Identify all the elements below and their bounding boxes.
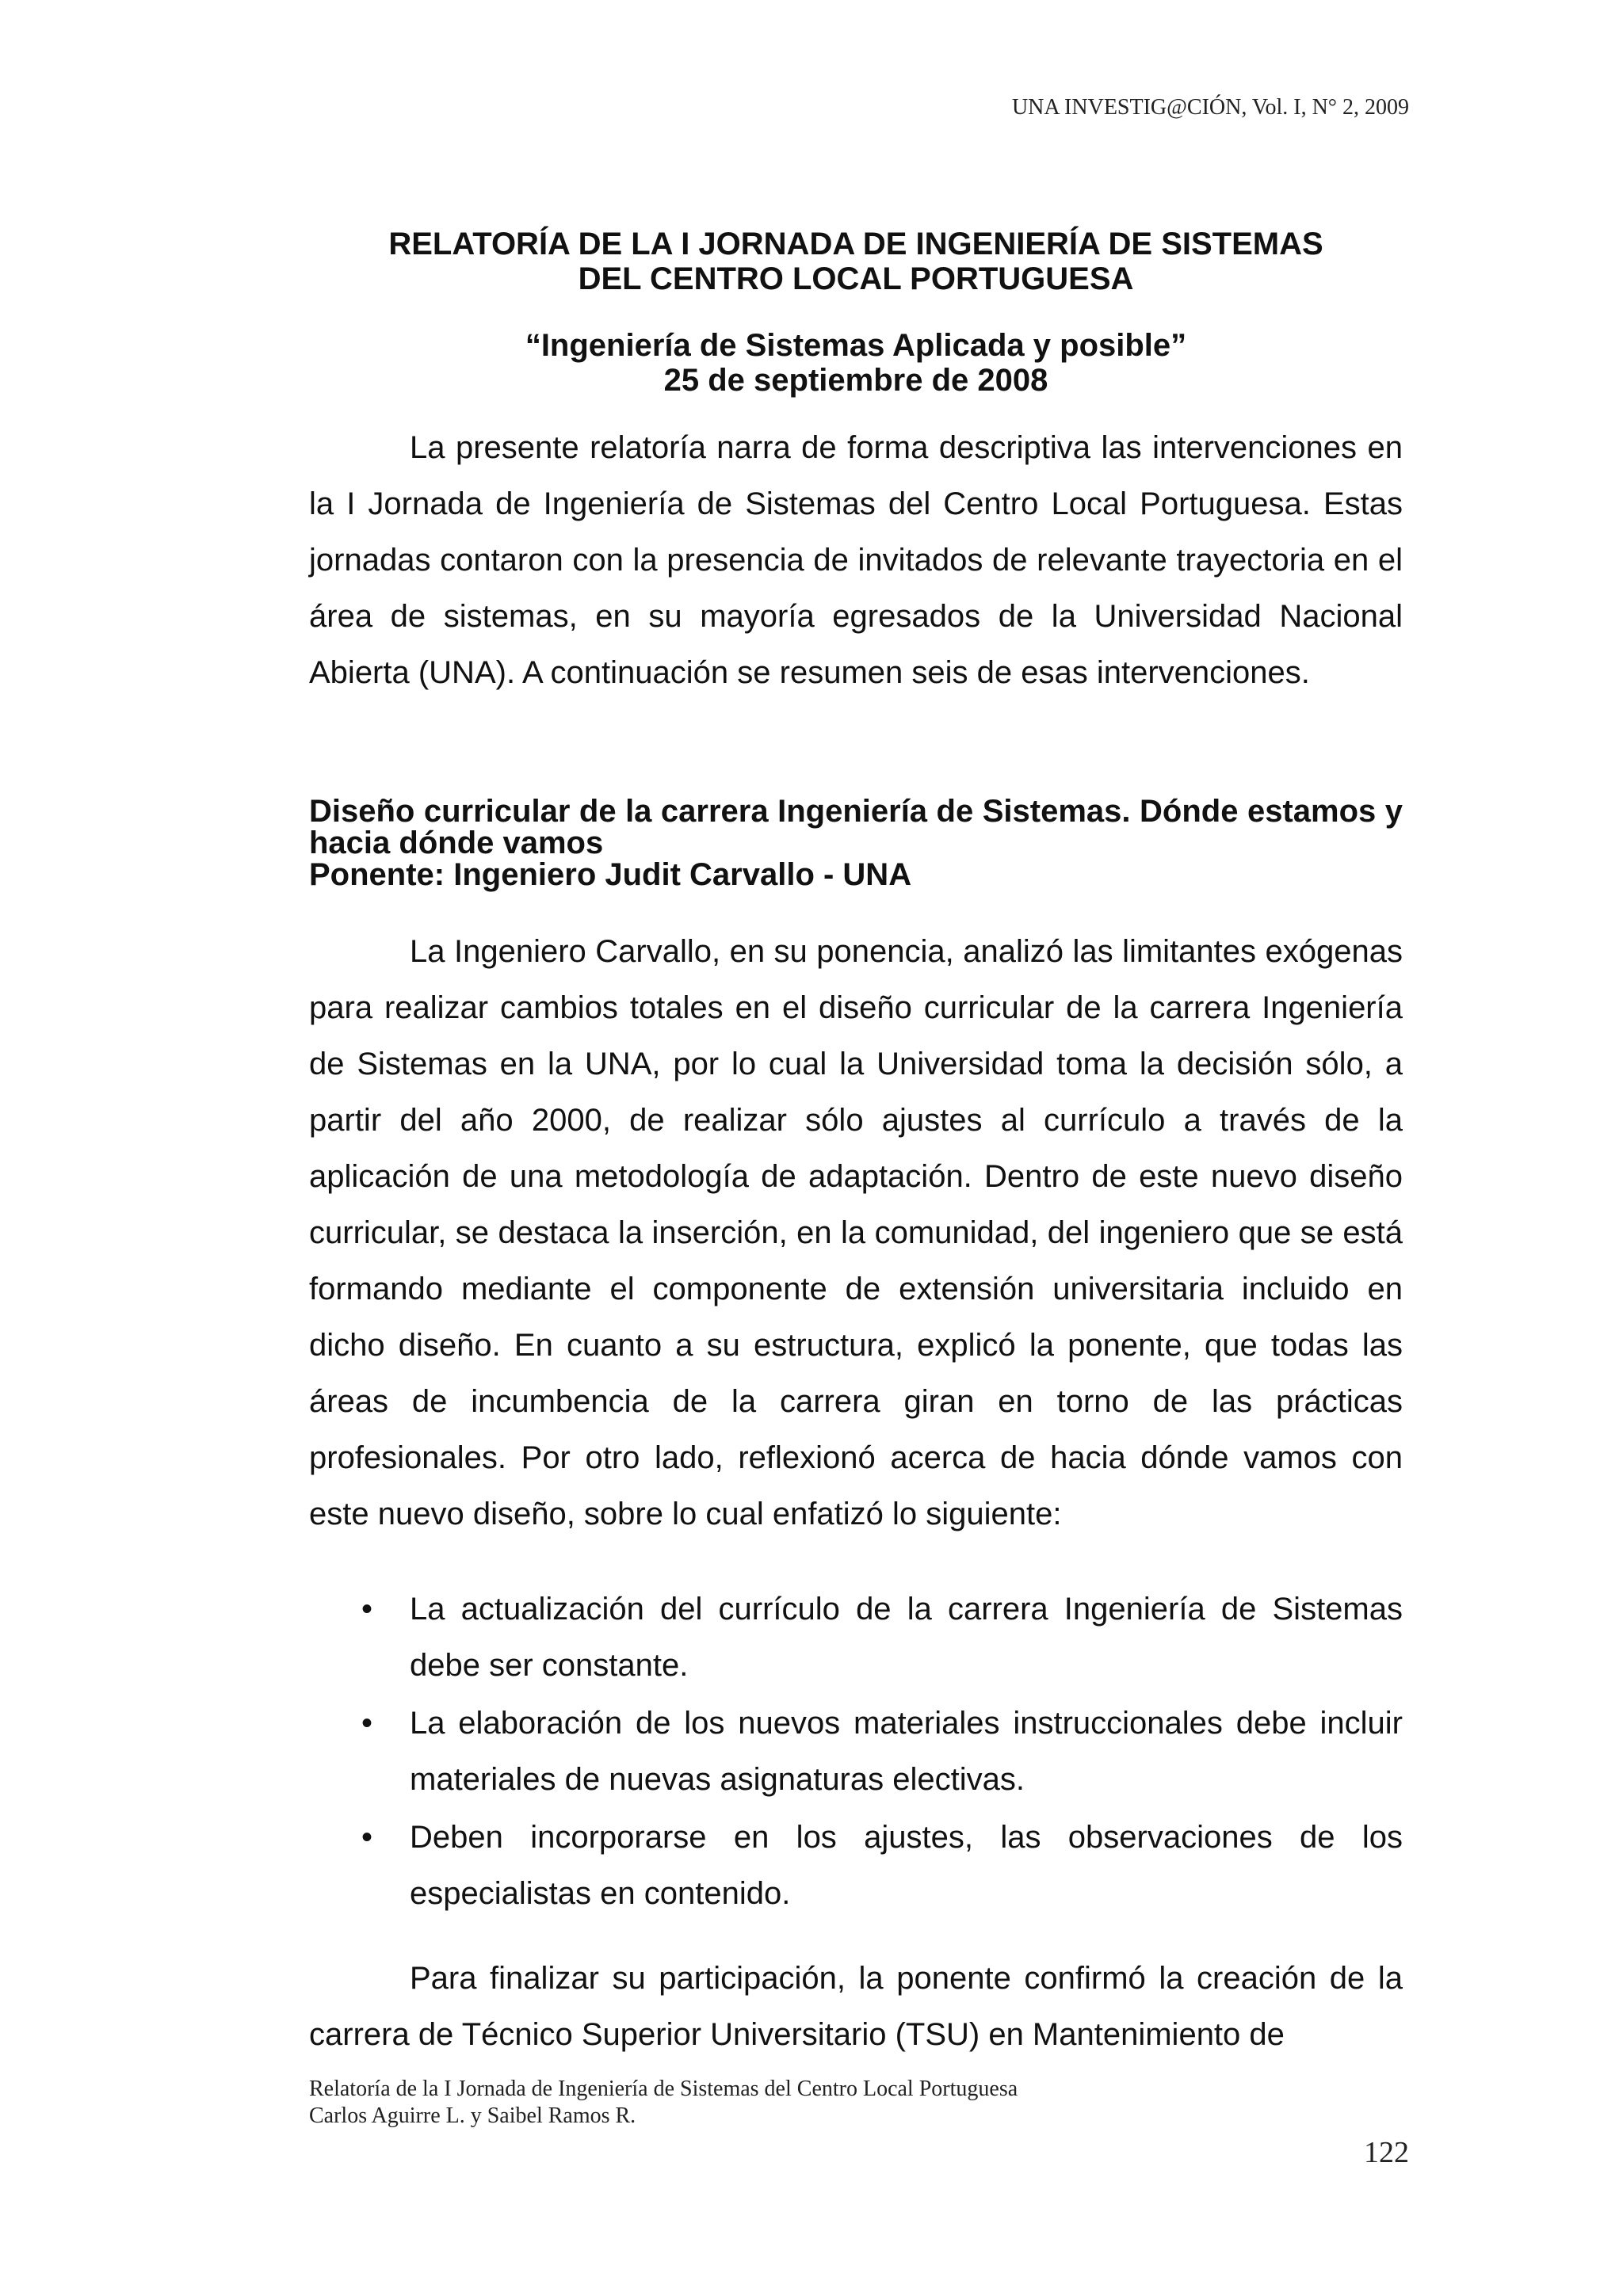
intro-paragraph: La presente relatoría narra de forma descriptiva las intervenciones en la I Jornada de Ingeniería de Sistemas del Centro Local Portuguesa. Estas jornadas contaron con la presencia de invitados de relevante trayectoria en el área de sistemas, en su mayoría egresados de la Universidad Nacional Abierta (UNA). A continuación se resumen seis de esas intervenciones.	[309, 430, 1403, 690]
footer-credit	[309, 2076, 1018, 2130]
list-item	[309, 1695, 1403, 1808]
subtitle-date: 25 de septiembre de 2008	[663, 363, 1048, 398]
list-item-text: La elaboración de los nuevos materiales instruccionales debe incluir materiales de nuevas asignaturas electivas.	[410, 1706, 1403, 1797]
running-header: UNA INVESTIG@CIÓN, Vol. I, N° 2, 2009	[1011, 95, 1409, 120]
bullet-icon: •	[361, 1820, 373, 1855]
bullet-list	[309, 1581, 1403, 1924]
document-subtitle	[309, 328, 1403, 398]
section-paragraph-1: La Ingeniero Carvallo, en su ponencia, analizó las limitantes exógenas para realizar cambios totales en el diseño curricular de la carrera Ingeniería de Sistemas en la UNA, por lo cual la Universidad toma la decisión sólo, a partir del año 2000, de realizar sólo ajustes al currículo a través de la aplicación de una metodología de adaptación. Dentro de este nuevo diseño curricular, se destaca la inserción, en la comunidad, del ingeniero que se está formando mediante el componente de extensión universitaria incluido en dicho diseño. En cuanto a su estructura, explicó la ponente, que todas las áreas de incumbencia de la carrera giran en torno de las prácticas profesionales. Por otro lado, reflexionó acerca de hacia dónde vamos con este nuevo diseño, sobre lo cual enfatizó lo siguiente:	[309, 934, 1403, 1531]
section-heading	[309, 795, 1403, 891]
section-paragraph-2: Para finalizar su participación, la ponente confirmó la creación de la carrera de Técnico Superior Universitario (TSU) en Mantenimiento de	[309, 1961, 1403, 2052]
list-item-text: Deben incorporarse en los ajustes, las observaciones de los especialistas en contenido.	[410, 1820, 1403, 1911]
section-title: Diseño curricular de la carrera Ingeniería de Sistemas. Dónde estamos y hacia dónde vamos	[309, 794, 1403, 860]
list-item-text: La actualización del currículo de la carrera Ingeniería de Sistemas debe ser constante.	[410, 1592, 1403, 1683]
document-title	[309, 227, 1403, 296]
bullet-icon: •	[361, 1706, 373, 1741]
footer-line-2: Carlos Aguirre L. y Saibel Ramos R.	[309, 2103, 636, 2128]
page-number: 122	[1364, 2136, 1409, 2169]
list-item	[309, 1581, 1403, 1694]
bullet-icon: •	[361, 1592, 373, 1627]
footer-line-1: Relatoría de la I Jornada de Ingeniería de Sistemas del Centro Local Portuguesa	[309, 2077, 1018, 2101]
title-line-1: RELATORÍA DE LA I JORNADA DE INGENIERÍA DE SISTEMAS	[388, 227, 1323, 261]
title-line-2: DEL CENTRO LOCAL PORTUGUESA	[578, 261, 1134, 296]
section-speaker: Ponente: Ingeniero Judit Carvallo - UNA	[309, 857, 912, 892]
list-item	[309, 1810, 1403, 1922]
subtitle-quote: “Ingeniería de Sistemas Aplicada y posible”	[525, 328, 1187, 363]
